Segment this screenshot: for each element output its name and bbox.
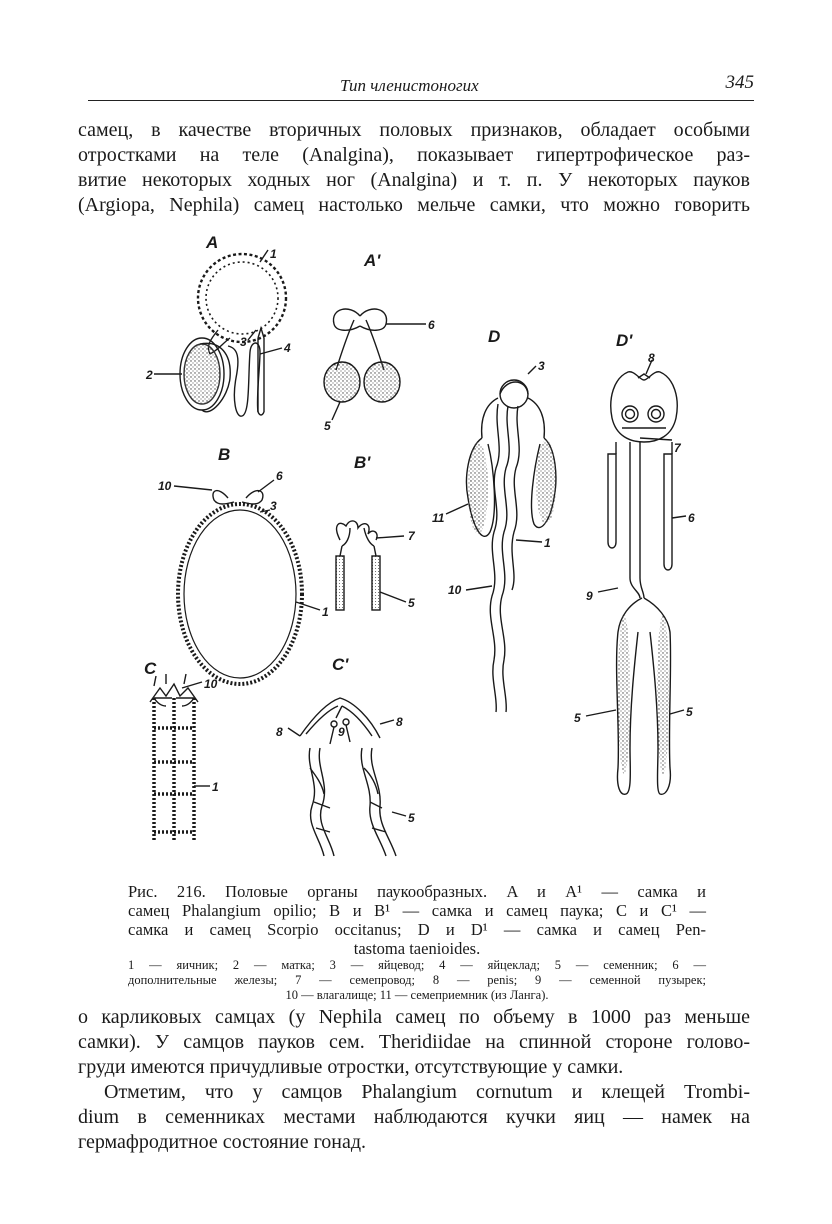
panel-label-b: B — [218, 445, 231, 464]
label-d1-9: 9 — [586, 589, 593, 603]
label-c-1: 1 — [212, 780, 219, 794]
label-b-1: 1 — [322, 605, 329, 619]
panel-c-drawing — [150, 674, 210, 848]
panel-b1-drawing — [336, 521, 406, 610]
label-c-10: 10 — [204, 677, 218, 691]
panel-b-drawing — [174, 480, 320, 684]
panel-a-drawing — [154, 250, 286, 416]
figure-216 — [110, 228, 710, 868]
label-d1-5: 5 — [574, 711, 581, 725]
page-number: 345 — [725, 72, 754, 93]
label-a-1: 1 — [270, 247, 277, 261]
label-d1-6: 6 — [688, 511, 695, 525]
label-d-1: 1 — [544, 536, 551, 550]
label-c1-9: 9 — [338, 725, 345, 739]
label-d-11: 11 — [432, 511, 445, 525]
label-d-3: 3 — [538, 359, 545, 373]
caption-line: самка и самец Scorpio occitanus; D и D¹ — самка и самец Pen- — [128, 920, 706, 939]
running-head — [88, 72, 754, 102]
panel-label-a: A — [206, 233, 219, 252]
panel-label-d1: D' — [616, 331, 633, 350]
label-c1-8b: 8 — [396, 715, 403, 729]
panel-label-a1: A' — [364, 251, 381, 270]
text-line: самец, в качестве вторичных половых признаков, обладает особыми — [78, 119, 750, 141]
figure-caption — [128, 882, 706, 958]
label-c1-5: 5 — [408, 811, 415, 825]
top-paragraph — [78, 118, 750, 218]
label-a-2: 2 — [146, 368, 153, 382]
label-d-10: 10 — [448, 583, 462, 597]
label-b-6: 6 — [276, 469, 283, 483]
panel-label-c1: C' — [332, 655, 349, 674]
header-rule — [88, 100, 754, 101]
text-line: самки). У самцов пауков сем. Theridiidae на спинной стороне голово- — [78, 1031, 750, 1053]
text-line: витие некоторых ходных ног (Analgina) и т. п. У некоторых пауков — [78, 169, 750, 191]
label-d1-5b: 5 — [686, 705, 693, 719]
panel-label-b1: B' — [354, 453, 371, 472]
label-c1-8: 8 — [276, 725, 283, 739]
bottom-paragraph — [78, 1005, 750, 1155]
panel-label-d: D — [488, 327, 501, 346]
caption-line: Рис. 216. Половые органы паукообразных. A и A¹ — самка и — [128, 882, 706, 901]
label-d1-8: 8 — [648, 351, 655, 365]
label-a1-5: 5 — [324, 419, 331, 433]
label-b-10: 10 — [158, 479, 172, 493]
panel-c1-drawing — [288, 698, 406, 856]
panel-d1-drawing — [586, 360, 686, 794]
label-d1-7: 7 — [674, 441, 681, 455]
label-a1-6: 6 — [428, 318, 435, 332]
figure-legend — [128, 958, 706, 1003]
caption-line: самец Phalangium opilio; B и B¹ — самка и самец паука; C и C¹ — — [128, 901, 706, 920]
text-line: гермафродитное состояние гонад. — [78, 1131, 367, 1153]
panel-a1-drawing — [324, 309, 426, 420]
text-line: (Argiopa, Nephila) самец настолько мельче самки, что можно говорить — [78, 194, 750, 216]
label-b-3: 3 — [270, 499, 277, 513]
legend-line: дополнительные железы; 7 — семепровод; 8 — penis; 9 — семенной пузырек; — [128, 973, 706, 987]
panel-label-c: C — [144, 659, 157, 678]
text-line: отростками на теле (Analgina), показывает гипертрофическое раз- — [78, 144, 750, 166]
panel-d-drawing — [446, 366, 556, 712]
label-a-3: 3 — [240, 335, 247, 349]
text-line: о карликовых самцах (у Nephila самец по объему в 1000 раз меньше — [78, 1006, 750, 1028]
text-line: Отметим, что у самцов Phalangium cornutum и клещей Trombi- — [104, 1081, 750, 1103]
label-a-4: 4 — [284, 341, 291, 355]
legend-line: 1 — яичник; 2 — матка; 3 — яйцевод; 4 — яйцеклад; 5 — семенник; 6 — — [128, 958, 706, 972]
running-title: Тип членистоногих — [340, 76, 479, 95]
legend-line: 10 — влагалище; 11 — семеприемник (из Ланга). — [285, 988, 549, 1002]
label-b1-5: 5 — [408, 596, 415, 610]
label-b1-7: 7 — [408, 529, 415, 543]
figure-drawing — [110, 228, 710, 868]
caption-line: tastoma taenioides. — [353, 939, 481, 958]
text-line: dium в семенниках местами наблюдаются кучки яиц — намек на — [78, 1106, 750, 1128]
text-line: груди имеются причудливые отростки, отсутствующие у самки. — [78, 1056, 624, 1078]
